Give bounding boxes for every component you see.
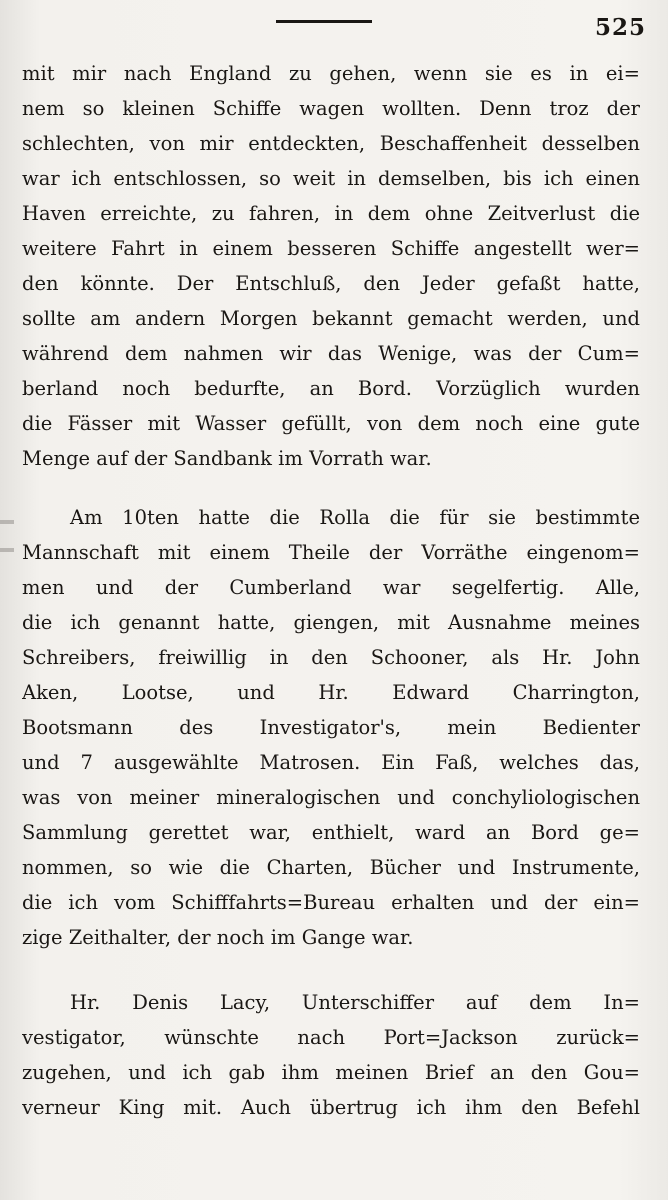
text-line: zige Zeithalter, der noch im Gange war. <box>22 926 414 949</box>
text-line: während dem nahmen wir das Wenige, was der Cum= <box>22 342 640 365</box>
paragraph-3 <box>22 985 640 1125</box>
text-line: vestigator, wünschte nach Port=Jackson zurück= <box>22 1026 640 1049</box>
text-line: Mannschaft mit einem Theile der Vorräthe eingenom= <box>22 541 640 564</box>
page-number: 525 <box>594 14 646 41</box>
text-line: und 7 ausgewählte Matrosen. Ein Faß, welches das, <box>22 751 640 774</box>
text-line: men und der Cumberland war segelfertig. Alle, <box>22 576 640 599</box>
text-line: die Fässer mit Wasser gefüllt, von dem noch eine gute <box>22 412 640 435</box>
text-line: zugehen, und ich gab ihm meinen Brief an den Gou= <box>22 1061 640 1084</box>
text-line: Am 10ten hatte die Rolla die für sie bestimmte <box>70 506 640 529</box>
margin-smudge <box>0 520 14 524</box>
text-line: Bootsmann des Investigator's, mein Bedienter <box>22 716 640 739</box>
paragraph-gap <box>22 955 640 985</box>
text-line: Sammlung gerettet war, enthielt, ward an Bord ge= <box>22 821 640 844</box>
text-line: Hr. Denis Lacy, Unterschiffer auf dem In= <box>70 991 640 1014</box>
paragraph-2 <box>22 500 640 955</box>
text-line: weitere Fahrt in einem besseren Schiffe angestellt wer= <box>22 237 640 260</box>
text-line: Haven erreichte, zu fahren, in dem ohne Zeitverlust die <box>22 202 640 225</box>
margin-smudge <box>0 548 14 552</box>
text-line: schlechten, von mir entdeckten, Beschaffenheit desselben <box>22 132 640 155</box>
text-line: die ich vom Schifffahrts=Bureau erhalten und der ein= <box>22 891 640 914</box>
text-line: die ich genannt hatte, giengen, mit Ausnahme meines <box>22 611 640 634</box>
text-line: was von meiner mineralogischen und conchyliologischen <box>22 786 640 809</box>
text-line: nommen, so wie die Charten, Bücher und Instrumente, <box>22 856 640 879</box>
text-line: sollte am andern Morgen bekannt gemacht werden, und <box>22 307 640 330</box>
header-rule <box>276 20 372 23</box>
text-line: Aken, Lootse, und Hr. Edward Charrington, <box>22 681 640 704</box>
text-line: war ich entschlossen, so weit in demselben, bis ich einen <box>22 167 640 190</box>
body-text <box>22 56 640 1125</box>
paragraph-1 <box>22 56 640 476</box>
text-line: den könnte. Der Entschluß, den Jeder gefaßt hatte, <box>22 272 640 295</box>
text-line: Menge auf der Sandbank im Vorrath war. <box>22 447 432 470</box>
text-line: mit mir nach England zu gehen, wenn sie es in ei= <box>22 62 640 85</box>
paragraph-gap <box>22 476 640 500</box>
text-line: nem so kleinen Schiffe wagen wollten. Denn troz der <box>22 97 640 120</box>
text-line: Schreibers, freiwillig in den Schooner, als Hr. John <box>22 646 640 669</box>
text-line: verneur King mit. Auch übertrug ich ihm den Befehl <box>22 1096 640 1119</box>
text-line: berland noch bedurfte, an Bord. Vorzüglich wurden <box>22 377 640 400</box>
